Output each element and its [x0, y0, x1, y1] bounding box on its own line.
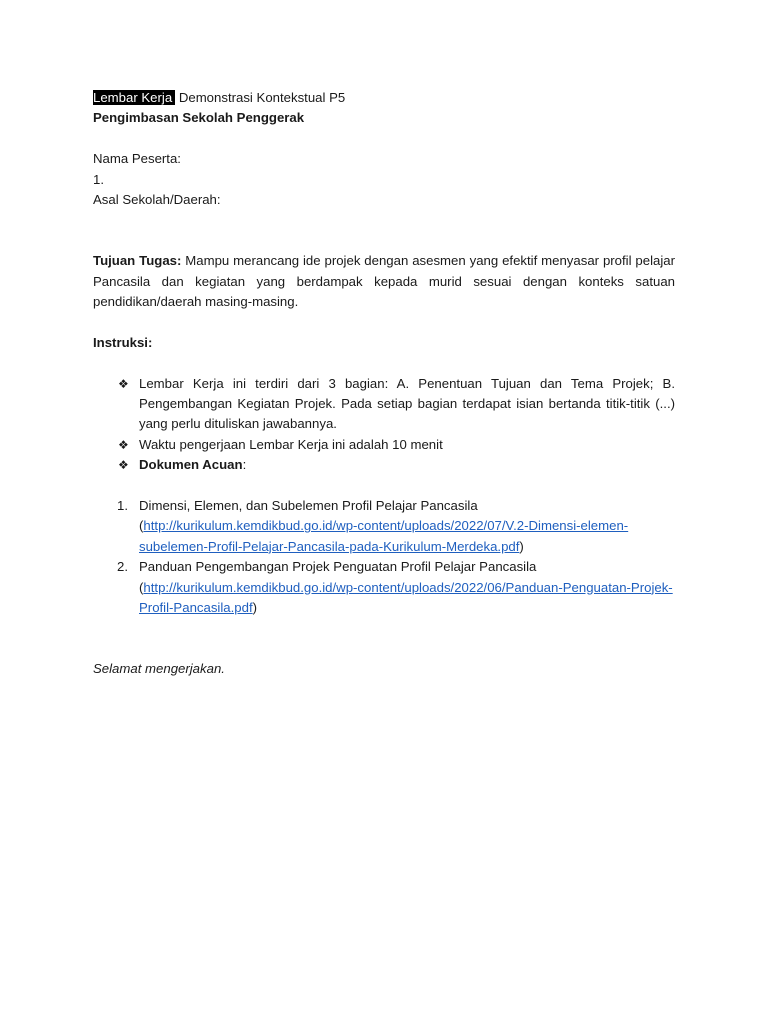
worksheet-title-highlight: Lembar Kerja — [93, 90, 175, 105]
task-goal-text: Mampu merancang ide projek dengan asesmen yang efektif menyasar profil pelajar Pancasila dan kegiatan yang berdampak kepada murid sesuai dengan konteks satuan pendidikan/daerah masing-masing. — [93, 253, 676, 309]
instructions-list — [93, 374, 675, 476]
instruction-text: Lembar Kerja ini terdiri dari 3 bagian: A. Penentuan Tujuan dan Tema Projek; B. Pengembangan Kegiatan Projek. Pada setiap bagian terdapat isian bertanda titik-titik (...) yang perlu dituliskan jawabannya. — [139, 375, 675, 432]
reference-item — [93, 496, 675, 557]
reference-close-paren: ) — [519, 538, 524, 554]
reference-open-paren: ( — [139, 579, 144, 595]
reference-list — [93, 496, 675, 618]
document-content — [93, 88, 675, 680]
reference-link[interactable]: http://kurikulum.kemdikbud.go.id/wp-content/uploads/2022/06/Panduan-Penguatan-Projek-Profil-Pancasila.pdf — [139, 579, 673, 615]
instructions-title: Instruksi: — [93, 334, 153, 350]
participant-name-label: Nama Peserta: — [93, 151, 181, 167]
reference-documents-label: Dokumen Acuan — [139, 457, 243, 473]
instruction-item — [93, 435, 675, 455]
reference-documents-colon: : — [242, 457, 247, 473]
reference-open-paren: ( — [139, 518, 144, 534]
closing-message: Selamat mengerjakan. — [93, 661, 225, 677]
school-region-label: Asal Sekolah/Daerah: — [93, 191, 221, 207]
reference-link[interactable]: http://kurikulum.kemdikbud.go.id/wp-content/uploads/2022/07/V.2-Dimensi-elemen-subelemen-Profil-Pelajar-Pancasila-pada-Kurikulum-Merdeka.pdf — [139, 518, 629, 554]
diamond-bullet-icon: ❖ — [118, 437, 129, 452]
reference-title: Panduan Pengembangan Projek Penguatan Profil Pelajar Pancasila — [139, 559, 537, 575]
participant-number: 1. — [93, 171, 104, 187]
instruction-item — [93, 374, 675, 435]
worksheet-title — [93, 88, 675, 108]
reference-item — [93, 557, 675, 618]
diamond-bullet-icon: ❖ — [118, 376, 129, 391]
worksheet-title-rest: Demonstrasi Kontekstual P5 — [175, 90, 346, 105]
task-goal-label: Tujuan Tugas: — [93, 253, 182, 269]
instruction-item — [93, 455, 675, 475]
instruction-text: Waktu pengerjaan Lembar Kerja ini adalah 10 menit — [139, 436, 443, 452]
diamond-bullet-icon: ❖ — [118, 458, 129, 473]
task-goal-paragraph — [93, 251, 675, 312]
reference-title: Dimensi, Elemen, dan Subelemen Profil Pelajar Pancasila — [139, 497, 478, 513]
reference-number: 2. — [117, 559, 128, 575]
worksheet-subtitle: Pengimbasan Sekolah Penggerak — [93, 110, 305, 126]
reference-number: 1. — [117, 497, 128, 513]
reference-close-paren: ) — [252, 599, 258, 615]
